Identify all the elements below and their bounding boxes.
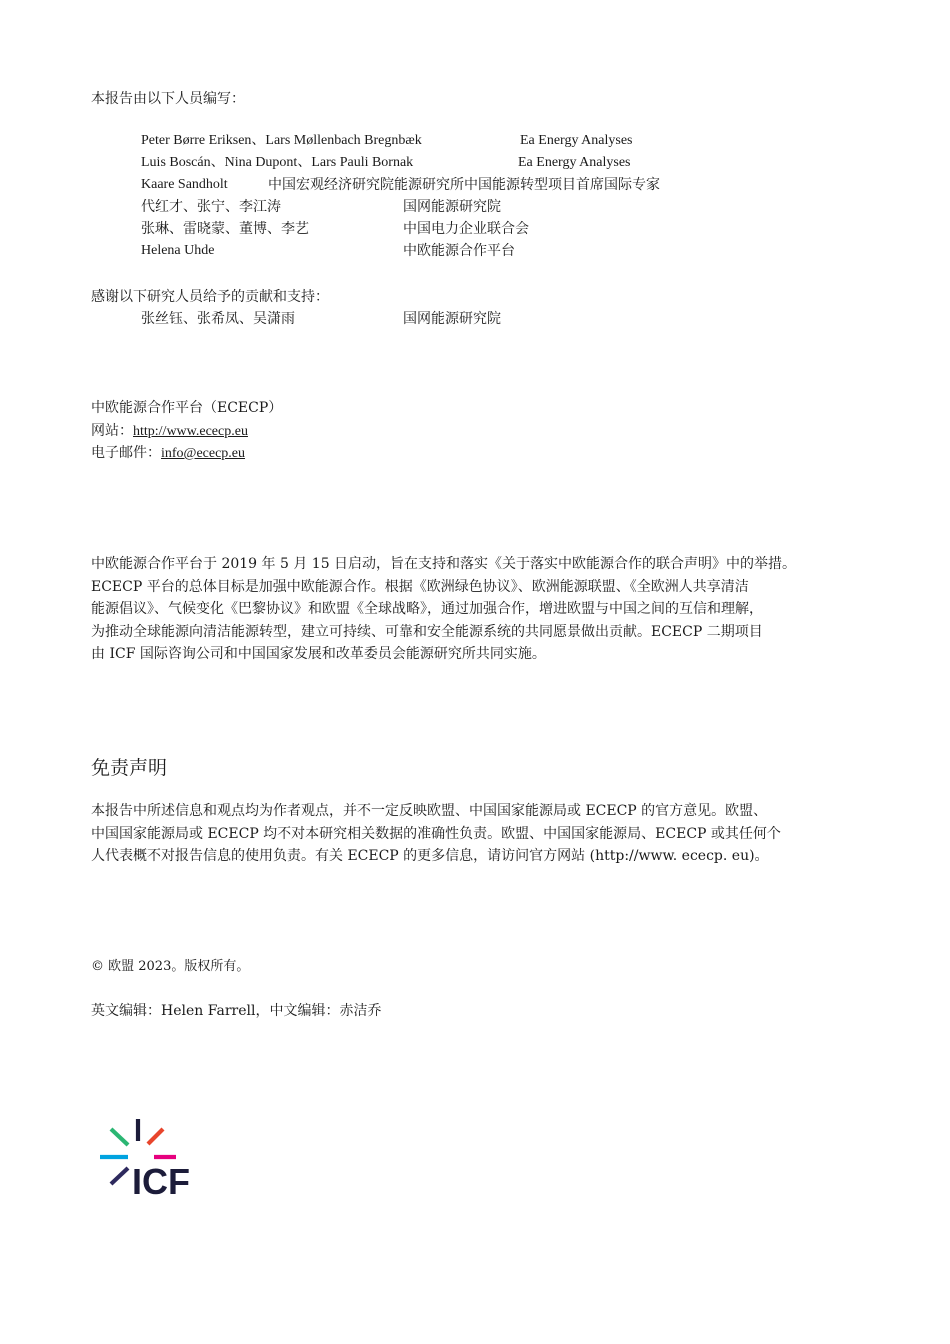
author-names: Peter Børre Eriksen、Lars Møllenbach Bregnbæk [141, 133, 422, 148]
contact-website-row [91, 420, 248, 443]
author-names: Luis Boscán、Nina Dupont、Lars Pauli Bornak [141, 155, 414, 170]
website-link[interactable]: http://www.ececp.eu [133, 424, 248, 439]
author-names: 张琳、雷晓蒙、董博、李艺 [141, 221, 309, 237]
about-line: 能源倡议》、气候变化《巴黎协议》和欧盟《全球战略》，通过加强合作，增进欧盟与中国之间的互信和理解， [91, 601, 763, 618]
author-org: 中欧能源合作平台 [403, 243, 515, 259]
disclaimer-line: 人代表概不对报告信息的使用负责。有关 ECECP 的更多信息，请访问官方网站 (http://www. ececp. eu)。 [91, 848, 769, 865]
about-line: 中欧能源合作平台于 2019 年 5 月 15 日启动，旨在支持和落实《关于落实中欧能源合作的联合声明》中的举措。 [91, 556, 797, 572]
disclaimer-line: 中国国家能源局或 ECECP 均不对本研究相关数据的准确性负责。欧盟、中国国家能源局、ECECP 或其任何个 [91, 825, 781, 842]
contributor-org: 国网能源研究院 [403, 311, 501, 327]
logo-ray [111, 1168, 128, 1184]
author-org: 中国宏观经济研究院能源研究所中国能源转型项目首席国际专家 [268, 177, 660, 193]
contact-email-row [91, 442, 245, 465]
disclaimer-line: 本报告中所述信息和观点均为作者观点，并不一定反映欧盟、中国国家能源局或 ECECP 的官方意见。欧盟、 [91, 803, 768, 819]
author-org: 国网能源研究院 [403, 199, 501, 215]
author-org: Ea Energy Analyses [520, 133, 633, 148]
about-paragraph [91, 553, 863, 666]
contributor-names: 张丝钰、张希凤、吴潇雨 [141, 311, 295, 327]
thanks-heading: 感谢以下研究人员给予的贡献和支持： [91, 289, 329, 305]
about-line: ECECP 平台的总体目标是加强中欧能源合作。根据《欧洲绿色协议》、欧洲能源联盟、《全欧洲人共享清洁 [91, 578, 749, 595]
author-names: 代红才、张宁、李江涛 [141, 199, 281, 215]
about-line: 由 ICF 国际咨询公司和中国国家发展和改革委员会能源研究所共同实施。 [91, 646, 546, 663]
disclaimer-paragraph [91, 800, 863, 868]
author-names: Kaare Sandholt [141, 177, 228, 192]
email-label: 电子邮件： [91, 445, 161, 461]
logo-ray [111, 1129, 128, 1145]
website-label: 网站： [91, 423, 133, 439]
author-org: Ea Energy Analyses [518, 155, 631, 170]
email-link[interactable]: info@ececp.eu [161, 446, 246, 461]
authors-heading: 本报告由以下人员编写： [91, 91, 245, 107]
logo-ray [148, 1129, 163, 1144]
contact-org-name: 中欧能源合作平台（ECECP） [91, 400, 283, 416]
author-names: Helena Uhde [141, 243, 215, 258]
about-line: 为推动全球能源向清洁能源转型，建立可持续、可靠和安全能源系统的共同愿景做出贡献。ECECP 二期项目 [91, 623, 763, 640]
editors: 英文编辑：Helen Farrell，中文编辑：赤洁乔 [91, 1003, 382, 1019]
copyright: © 欧盟 2023。版权所有。 [91, 959, 250, 974]
disclaimer-heading: 免责声明 [91, 757, 168, 779]
author-org: 中国电力企业联合会 [403, 221, 529, 237]
icf-logo [98, 1117, 198, 1199]
logo-text: ICF [132, 1161, 190, 1199]
